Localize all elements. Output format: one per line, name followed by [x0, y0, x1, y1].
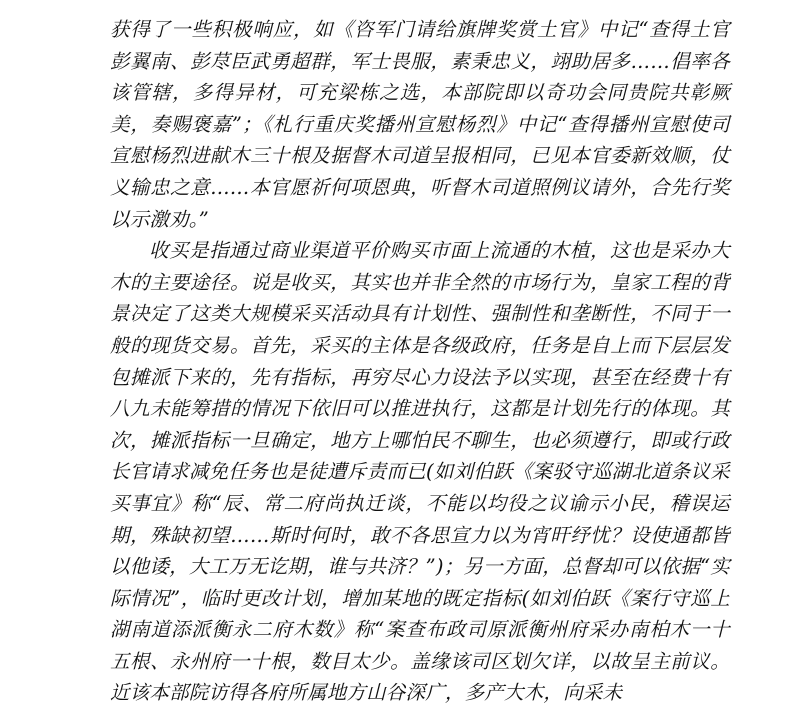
paragraph-2: 收买是指通过商业渠道平价购买市面上流通的木植，这也是采办大木的主要途径。说是收买，其实也并非全然的市场行为，皇家工程的背景决定了这类大规模采买活动具有计划性、强制性和垄断性，不同于一般的现货交易。首先，采买的主体是各级政府，任务是自上而下层层发包摊派下来的，先有指标，再穷尽心力设法予以实现，甚至在经费十有八九未能筹措的情况下依旧可以推进执行，这都是计划先行的体现。其次，摊派指标一旦确定，地方上哪怕民不聊生，也必须遵行，即或行政长官请求减免任务也是徒遭斥责而已(如刘伯跃《案驳守巡湖北道条议采买事宜》称“辰、常二府尚执迁谈，不能以均役之议谕示小民，稽误运期，殊缺初望……斯时何时，敢不各思宣力以为宵旰纾忧？设使通都皆以他诿，大工万无讫期，谁与共济？”)；另一方面，总督却可以依据“实际情况”，临时更改计划，增加某地的既定指标(如刘伯跃《案行守巡上湖南道添派衡永二府木数》称“案查布政司原派衡州府采办南柏木一十五根、永州府一十根，数目太少。盖缘该司区划欠详，以故呈主前议。近该本部院访得各府所属地方山谷深广，多产大木，向采未 [110, 239, 730, 705]
paragraph-1: 获得了一些积极响应，如《咨军门请给旗牌奖赏土官》中记“查得土官彭翼南、彭荩臣武勇超群，军士畏服，素秉忠义，翊助居多……倡率各该管辖，多得异材，可充梁栋之选，本部院即以奇功会同贵院共彰厥美，奏赐褒嘉”；《札行重庆奖播州宣慰杨烈》中记“查得播州宣慰使司宣慰杨烈进献木三十根及据督木司道呈报相同，已见本官委新效顺，仗义输忠之意……本官愿祈何项恩典，听督木司道照例议请外，合先行奖以示激劝。” [110, 18, 730, 231]
